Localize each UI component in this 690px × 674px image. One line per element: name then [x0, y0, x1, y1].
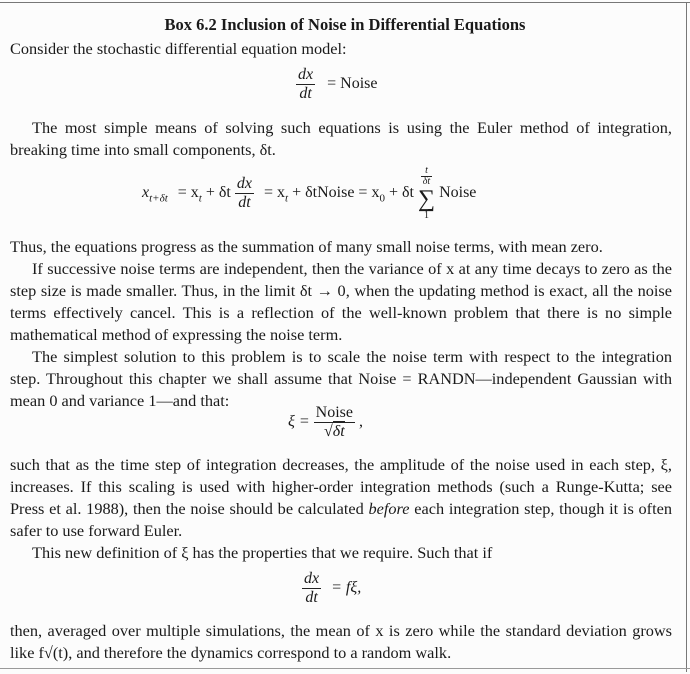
- equation-dxdt-fxi: [302, 570, 361, 607]
- eq2-sum-term: Noise: [439, 184, 477, 202]
- sigma-icon: ∑: [417, 186, 436, 212]
- eq2-sub-0: 0: [379, 192, 385, 205]
- eq3-lhs: ξ =: [288, 413, 310, 431]
- intro-paragraph: Consider the stochastic differential equation model:: [10, 39, 347, 58]
- eq2-sub-t: t: [198, 192, 202, 205]
- eq4-numerator: dx: [304, 570, 320, 587]
- eq3-fraction: [314, 404, 355, 441]
- sum-upper-limit: [421, 166, 432, 187]
- eq2-plus-noise: + δtNoise = x: [292, 184, 380, 202]
- fraction-dxdt: [296, 66, 315, 103]
- box-bottom-border: [0, 668, 690, 669]
- amplitude-paragraph: [10, 454, 672, 542]
- box-title: Box 6.2 Inclusion of Noise in Differential Equations: [164, 15, 526, 34]
- eq4-rhs: = fξ,: [331, 579, 362, 597]
- eq2-lhs-subscript: t+δt: [149, 192, 168, 205]
- eq2-fraction-numerator: dx: [236, 175, 252, 192]
- equation-rhs: = Noise: [327, 75, 378, 93]
- eq2-equals-b: = x: [263, 184, 286, 202]
- sum-upper-num: t: [425, 165, 428, 176]
- fraction-denominator: dt: [299, 85, 312, 102]
- amplitude-text-b: each integration step, though it is often safer to use forward Euler.: [10, 499, 672, 540]
- equation-euler-sum: [142, 166, 476, 221]
- box-right-border: [686, 2, 687, 672]
- equation-dxdt-noise: [296, 66, 377, 103]
- eq4-denominator: dt: [305, 589, 318, 606]
- solution-paragraph: The simplest solution to this problem is to scale the noise term with respect to the integration step. Throughout this chapter we shall assume that Noise = RANDN—independent Gaussian with mean 0 and variance 1—and that:: [10, 347, 672, 410]
- eq3-sqrt-arg: δt: [332, 423, 345, 440]
- summation-paragraph: Thus, the equations progress as the summation of many small noise terms, with mean zero.: [10, 237, 603, 256]
- eq2-sub-t2: t: [285, 192, 289, 205]
- fraction-numerator: dx: [298, 66, 314, 83]
- summation-symbol-group: [418, 166, 435, 221]
- eq2-equals-a: = x: [177, 184, 199, 202]
- eq3-denominator: [314, 423, 355, 441]
- eq3-numerator: Noise: [315, 404, 353, 421]
- eq2-plus-dt: + δt: [205, 184, 231, 202]
- sqrt-icon: √: [323, 423, 333, 440]
- definition-paragraph: This new definition of ξ has the properties that we require. Such that if: [32, 543, 493, 562]
- euler-paragraph: The most simple means of solving such equations is using the Euler method of integration, breaking time into small components, δt.: [10, 118, 672, 159]
- eq2-fraction-denominator: dt: [238, 194, 251, 211]
- eq2-fraction-dxdt: [235, 175, 254, 212]
- eq3-trailing-comma: ,: [358, 413, 363, 431]
- final-paragraph: then, averaged over multiple simulations, the mean of x is zero while the standard deviation grows like f√(t), and therefore the dynamics correspond to a random walk.: [10, 621, 672, 662]
- sum-lower-limit: 1: [424, 210, 429, 221]
- box-top-border: [0, 2, 690, 3]
- equation-xi-definition: [288, 404, 363, 441]
- eq4-fraction: [302, 570, 321, 607]
- eq2-plus-sum: + δt: [388, 184, 414, 202]
- independence-paragraph: If successive noise terms are independent, then the variance of x at any time decays to zero as the step size is made smaller. Thus, in the limit δt → 0, when the updating method is exact, all the noise terms effectively cancel. This is a reflection of the well-known problem that there is no simple mathematical method of expressing the noise term.: [10, 259, 672, 344]
- sum-upper-den: δt: [422, 176, 431, 187]
- amplitude-emphasis: before: [368, 499, 410, 518]
- eq2-lhs: x: [142, 184, 150, 202]
- amplitude-text-a: such that as the time step of integration decreases, the amplitude of the noise used in each step, ξ, increases. If this scaling is used with higher-order integration methods (such a Runge-Kutta; see Press et al. 1988), then the noise should be calculated: [10, 455, 672, 518]
